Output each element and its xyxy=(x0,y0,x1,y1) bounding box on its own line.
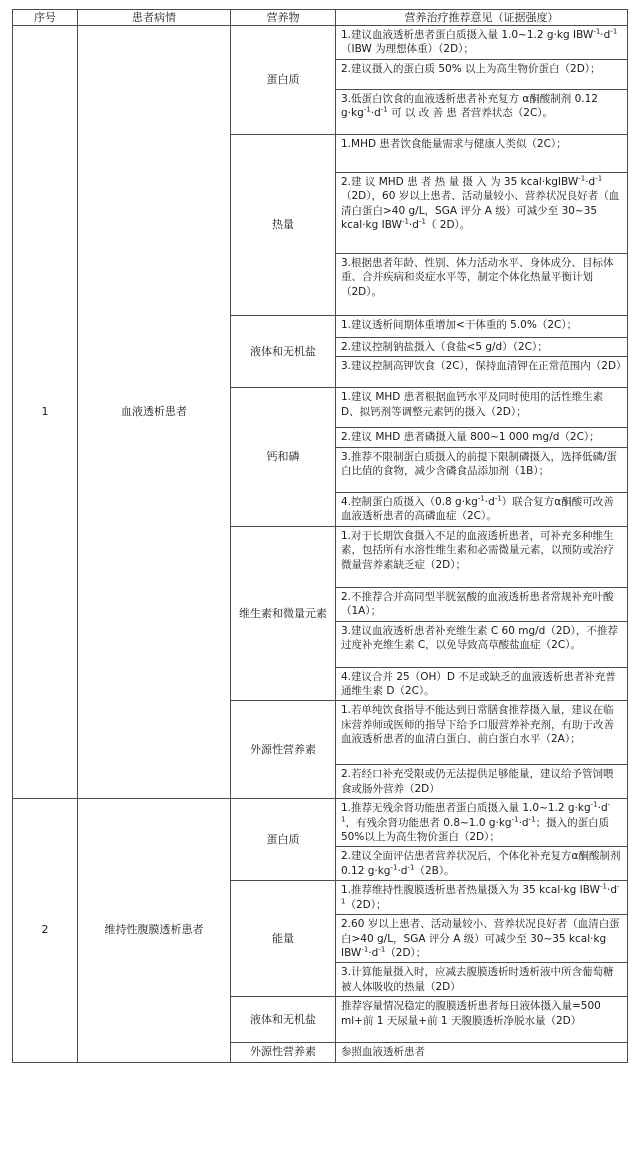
recommendation-cell xyxy=(336,357,628,388)
recommendation-text: 2.建议全面评估患者营养状况后，个体化补充复方α酮酸制剂 0.12 $g\cdot kg^{-1}\cdot d^{-1}(2B)$。 xyxy=(341,850,621,877)
nutrient-name: 蛋白质 xyxy=(231,799,336,881)
nutrient-name: 液体和无机盐 xyxy=(231,997,336,1043)
patient-condition: 维持性腹膜透析患者 xyxy=(78,799,231,1062)
table-header-row xyxy=(13,10,628,26)
nutrient-name: 维生素和微量元素 xyxy=(231,526,336,701)
recommendation-cell xyxy=(336,587,628,621)
nutrient-name: 外源性营养素 xyxy=(231,1043,336,1062)
recommendation-text: 3.低蛋白饮食的血液透析患者补充复方 α酮酸制剂 0.12 $g\cdot kg^{-1}\cdot d^{-1}$ 可 以 改 善 患 者营养状态（2C）。 xyxy=(341,93,598,120)
group-number: 2 xyxy=(13,799,78,1062)
recommendation-cell xyxy=(336,915,628,963)
recommendation-text: 2.建议 MHD 患者磷摄入量 800~1 000 mg/d（2C）； xyxy=(341,431,600,444)
recommendation-cell xyxy=(336,667,628,701)
recommendation-cell xyxy=(336,847,628,881)
recommendation-cell xyxy=(336,388,628,428)
recommendation-text: 4.建议合并 25（OH）D 不足或缺乏的血液透析患者补充普通维生素 D（2C）。 xyxy=(341,670,616,698)
header-nutrient: 营养物 xyxy=(231,10,336,26)
recommendation-cell xyxy=(336,338,628,357)
recommendation-cell xyxy=(336,447,628,492)
recommendation-cell xyxy=(336,1043,628,1062)
recommendation-cell xyxy=(336,765,628,799)
table-row xyxy=(13,799,628,847)
recommendation-cell xyxy=(336,60,628,90)
nutrient-name: 热量 xyxy=(231,135,336,316)
recommendation-text: 2.建议摄入的蛋白质 50% 以上为高生物价蛋白（2D）； xyxy=(341,63,601,75)
recommendation-text: 2.若经口补充受限或仍无法提供足够能量，建议给予管饲喂食或肠外营养（2D） xyxy=(341,768,614,795)
recommendation-text: 2.不推荐合并高同型半胱氨酸的血液透析患者常规补充叶酸（1A）； xyxy=(341,590,614,618)
header-condition: 患者病情 xyxy=(78,10,231,26)
recommendation-table-page xyxy=(12,9,628,1063)
recommendation-cell xyxy=(336,701,628,765)
recommendation-text: 1.MHD 患者饮食能量需求与健康人类似（2C）； xyxy=(341,138,567,150)
recommendation-text: 1.推荐维持性腹膜透析患者热量摄入为 35 kcal·kg $IBW^{-1}\cdot d^{-1}(2D)$； xyxy=(341,882,620,911)
header-no: 序号 xyxy=(13,10,78,26)
recommendation-cell xyxy=(336,492,628,526)
recommendation-text: 4.控制蛋白质摄入（0.8 $g\cdot kg^{-1}\cdot d^{-1}$）联合复方α酮酸可改善血液透析患者的高磷血症（2C）。 xyxy=(341,494,614,523)
recommendation-cell xyxy=(336,997,628,1043)
group-number: 1 xyxy=(13,26,78,799)
recommendation-text: 1.若单纯饮食指导不能达到日常膳食推荐摄入量，建议在临床营养师或医师的指导下给予口服营养补充剂，有助于改善血液透析患者的血清白蛋白、前白蛋白水平（2A）； xyxy=(341,704,614,746)
recommendation-text: 3.建议血液透析患者补充维生素 C 60 mg/d（2D），不推荐过度补充维生素 C，以免导致高草酸盐血症（2C）。 xyxy=(341,624,618,652)
nutrient-name: 能量 xyxy=(231,881,336,997)
patient-condition: 血液透析患者 xyxy=(78,26,231,799)
recommendation-cell xyxy=(336,963,628,997)
recommendation-text: 参照血液透析患者 xyxy=(341,1046,425,1059)
recommendation-cell xyxy=(336,254,628,316)
recommendation-text: 1.对于长期饮食摄入不足的血液透析患者，可补充多种维生素，包括所有水溶性维生素和必需微量元素，以预防或治疗微量营养素缺乏症（2D）； xyxy=(341,529,614,571)
recommendation-cell xyxy=(336,26,628,60)
recommendation-text: 2.60 岁以上患者、活动量较小、营养状况良好者（血清白蛋白>40 g/L，SGA 评分 A 级）可减少至 30~35 kcal·kg $IBW^{-1}\cdot d^{-1}(2D)$； xyxy=(341,918,620,959)
header-recommendation: 营养治疗推荐意见（证据强度） xyxy=(336,10,628,26)
recommendation-cell xyxy=(336,90,628,135)
recommendation-cell xyxy=(336,799,628,847)
recommendation-text: 3.计算能量摄入时，应减去腹膜透析时透析液中所含葡萄糖被人体吸收的热量（2D） xyxy=(341,966,614,993)
recommendation-cell xyxy=(336,316,628,338)
recommendation-text: 1.建议血液透析患者蛋白质摄入量 1.0~1.2 g·kg $IBW^{-1}\cdot d^{-1}(IBW$ 为理想体重）（2D）； xyxy=(341,27,618,56)
nutrient-name: 外源性营养素 xyxy=(231,701,336,799)
recommendation-text: 2.建议控制钠盐摄入（食盐<5 g/d）（2C）； xyxy=(341,341,548,353)
nutrient-name: 钙和磷 xyxy=(231,388,336,526)
recommendation-cell xyxy=(336,526,628,587)
nutrient-name: 蛋白质 xyxy=(231,26,336,135)
recommendation-text: 1.建议 MHD 患者根据血钙水平及同时使用的活性维生素 D、拟钙剂等调整元素钙的摄入（2D）； xyxy=(341,391,604,418)
recommendation-text: 3.推荐不限制蛋白质摄入的前提下限制磷摄入，选择低磷/蛋白比值的食物，减少含磷食品添加剂（1B）； xyxy=(341,450,618,478)
recommendation-cell xyxy=(336,881,628,915)
recommendation-text: 1.推荐无残余肾功能患者蛋白质摄入量 1.0~1.2 $g\cdot kg^{-1}\cdot d^{-1}$，有残余肾功能患者 0.8~1.0 $g\cdot kg^{-1}\cdot d^{-1}$；摄入的蛋白质 50%以上为高生物价蛋白（2D）； xyxy=(341,800,611,844)
recommendation-cell xyxy=(336,135,628,173)
recommendation-text: 3.建议控制高钾饮食（2C），保持血清钾在正常范围内（2D） xyxy=(341,360,627,373)
recommendation-text: 1.建议透析间期体重增加<干体重的 5.0%（2C）； xyxy=(341,319,578,331)
recommendation-text: 推荐容量情况稳定的腹膜透析患者每日液体摄入量=500 ml+前 1 天尿量+前 1 天腹膜透析净脱水量（2D） xyxy=(341,1000,601,1027)
nutrient-name: 液体和无机盐 xyxy=(231,316,336,388)
recommendation-cell xyxy=(336,621,628,667)
recommendation-cell xyxy=(336,173,628,254)
recommendation-text: 2.建 议 MHD 患 者 热 量 摄 入 为 35 $kcal\cdot kgIBW^{-1}\cdot d^{-1}(2D)$，60 岁以上患者、活动量较小、营养状况良好者（血清白蛋白>40 g/L，SGA 评分 A 级）可减少至 30~35 kcal·kg $IBW^{-1}\cdot d^{-1}$（ 2D）。 xyxy=(341,174,620,232)
recommendation-cell xyxy=(336,428,628,447)
table-row xyxy=(13,26,628,60)
recommendation-text: 3.根据患者年龄、性别、体力活动水平、身体成分、目标体重、合并疾病和炎症水平等，制定个体化热量平衡计划（2D）。 xyxy=(341,257,614,298)
table-body xyxy=(13,26,628,1063)
nutrition-recommendation-table xyxy=(12,9,628,1063)
